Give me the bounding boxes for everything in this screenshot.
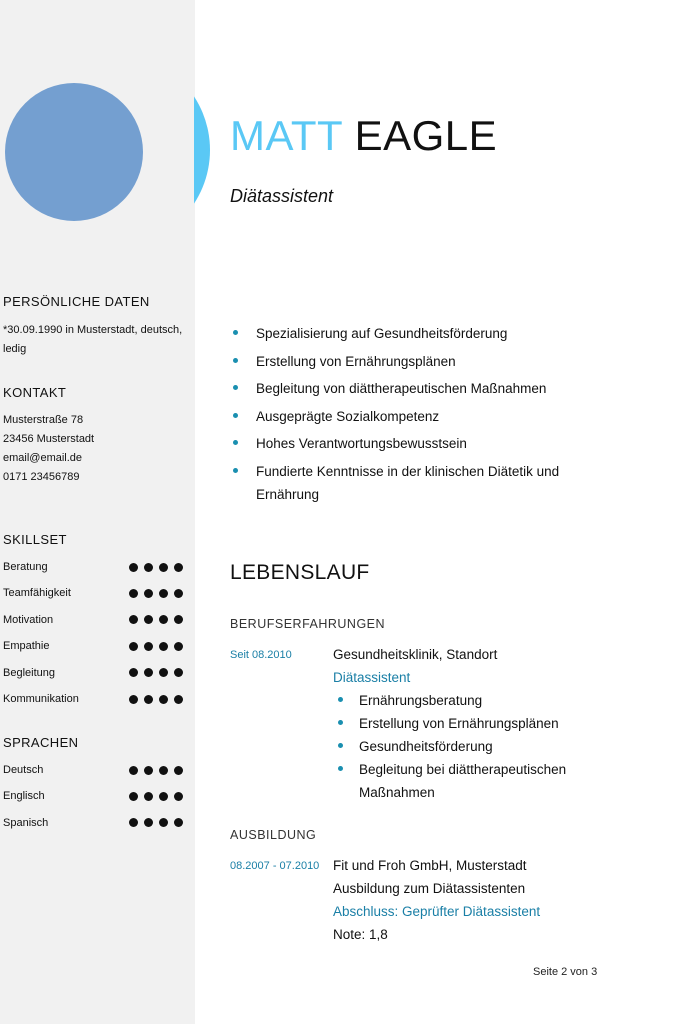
skill-row — [3, 664, 183, 682]
skill-label: Beratung — [3, 561, 48, 573]
bullet-icon — [233, 468, 238, 473]
skill-rating — [129, 664, 183, 682]
skill-row — [3, 558, 183, 576]
education-program: Ausbildung zum Diätassistenten — [333, 881, 526, 896]
rating-dot-icon — [159, 563, 168, 572]
rating-dot-icon — [129, 615, 138, 624]
skill-row — [3, 611, 183, 629]
skill-rating — [129, 787, 183, 805]
rating-dot-icon — [129, 695, 138, 704]
personal-data-line2: ledig — [3, 343, 27, 355]
profile-bullet: Spezialisierung auf Gesundheitsförderung — [230, 322, 650, 345]
skill-label: Motivation — [3, 613, 54, 626]
skill-label: Spanisch — [3, 816, 49, 829]
contact-street: Musterstraße 78 — [3, 414, 84, 426]
rating-dot-icon — [159, 615, 168, 624]
decorative-arc — [194, 52, 212, 248]
first-name: MATT — [230, 112, 343, 159]
experience-task: Erstellung von Ernährungsplänen — [333, 712, 633, 735]
skill-rating — [129, 611, 183, 629]
skill-rating — [129, 584, 183, 602]
skill-rating — [129, 690, 183, 708]
languages-heading: SPRACHEN — [3, 735, 79, 750]
experience-task: Ernährungsberatung — [333, 689, 633, 712]
profile-bullet-list — [230, 322, 650, 510]
rating-dot-icon — [174, 695, 183, 704]
experience-date: Seit 08.2010 — [230, 649, 292, 661]
rating-dot-icon — [159, 642, 168, 651]
bullet-icon — [233, 440, 238, 445]
rating-dot-icon — [129, 589, 138, 598]
skill-row — [3, 814, 183, 832]
rating-dot-icon — [144, 818, 153, 827]
profile-bullet: Erstellung von Ernährungsplänen — [230, 350, 650, 373]
job-title: Diätassistent — [230, 186, 334, 206]
full-name — [230, 112, 497, 160]
bullet-icon — [338, 720, 343, 725]
education-degree: Abschluss: Geprüfter Diätassistent — [333, 904, 541, 919]
contact-city: 23456 Musterstadt — [3, 433, 95, 445]
education-entry — [333, 854, 633, 946]
experience-heading: BERUFSERFAHRUNGEN — [230, 617, 386, 631]
rating-dot-icon — [159, 668, 168, 677]
contact-heading: KONTAKT — [3, 385, 67, 400]
last-name: EAGLE — [354, 112, 498, 159]
rating-dot-icon — [129, 668, 138, 677]
bullet-icon — [338, 766, 343, 771]
rating-dot-icon — [144, 668, 153, 677]
skill-label: Kommunikation — [3, 693, 79, 705]
rating-dot-icon — [159, 792, 168, 801]
rating-dot-icon — [174, 589, 183, 598]
contact-email[interactable]: email@email.de — [3, 452, 83, 464]
rating-dot-icon — [159, 766, 168, 775]
contact-phone: 0171 23456789 — [3, 471, 80, 483]
rating-dot-icon — [174, 642, 183, 651]
skill-rating — [129, 761, 183, 779]
rating-dot-icon — [129, 563, 138, 572]
skill-label: Englisch — [3, 790, 45, 803]
rating-dot-icon — [159, 818, 168, 827]
profile-bullet: Ausgeprägte Sozialkompetenz — [230, 405, 650, 428]
rating-dot-icon — [159, 589, 168, 598]
experience-task: Begleitung bei diättherapeutischen Maßnahmen — [333, 758, 599, 804]
education-date: 08.2007 - 07.2010 — [230, 860, 320, 872]
personal-data-heading: PERSÖNLICHE DATEN — [3, 294, 150, 309]
rating-dot-icon — [144, 615, 153, 624]
personal-data-line1: *30.09.1990 in Musterstadt, deutsch, — [3, 324, 183, 336]
education-grade: Note: 1,8 — [333, 927, 388, 942]
skill-row — [3, 637, 183, 655]
skill-row — [3, 761, 183, 779]
experience-task: Gesundheitsförderung — [333, 735, 633, 758]
rating-dot-icon — [144, 589, 153, 598]
rating-dot-icon — [144, 792, 153, 801]
rating-dot-icon — [174, 615, 183, 624]
skill-label: Deutsch — [3, 764, 44, 776]
bullet-icon — [338, 743, 343, 748]
rating-dot-icon — [129, 792, 138, 801]
skill-row — [3, 690, 183, 708]
skill-rating — [129, 637, 183, 655]
bullet-icon — [233, 413, 238, 418]
skill-rating — [129, 814, 183, 832]
experience-employer: Gesundheitsklinik, Standort — [333, 647, 498, 662]
rating-dot-icon — [144, 766, 153, 775]
skill-label: Teamfähigkeit — [3, 587, 71, 600]
bullet-icon — [233, 385, 238, 390]
skillset-heading: SKILLSET — [3, 532, 67, 547]
bullet-icon — [233, 330, 238, 335]
rating-dot-icon — [129, 766, 138, 775]
experience-position: Diätassistent — [333, 670, 411, 685]
rating-dot-icon — [144, 695, 153, 704]
rating-dot-icon — [174, 792, 183, 801]
profile-bullet: Begleitung von diättherapeutischen Maßnahmen — [230, 377, 650, 400]
rating-dot-icon — [174, 818, 183, 827]
experience-task-list — [333, 689, 633, 804]
education-heading: AUSBILDUNG — [230, 828, 317, 842]
skill-label: Begleitung — [3, 666, 55, 679]
skill-row — [3, 584, 183, 602]
skill-label: Empathie — [3, 640, 50, 653]
rating-dot-icon — [129, 642, 138, 651]
page-number: Seite 2 von 3 — [533, 966, 598, 978]
rating-dot-icon — [144, 563, 153, 572]
experience-entry — [333, 643, 633, 804]
education-institution: Fit und Froh GmbH, Musterstadt — [333, 858, 527, 873]
rating-dot-icon — [174, 766, 183, 775]
profile-photo-placeholder — [5, 83, 143, 221]
bullet-icon — [233, 358, 238, 363]
rating-dot-icon — [144, 642, 153, 651]
skill-row — [3, 787, 183, 805]
rating-dot-icon — [174, 563, 183, 572]
profile-bullet: Fundierte Kenntnisse in der klinischen Diätetik und Ernährung — [230, 460, 596, 506]
cv-heading: LEBENSLAUF — [230, 561, 370, 584]
skill-rating — [129, 558, 183, 576]
profile-bullet: Hohes Verantwortungsbewusstsein — [230, 432, 650, 455]
bullet-icon — [338, 697, 343, 702]
rating-dot-icon — [159, 695, 168, 704]
rating-dot-icon — [174, 668, 183, 677]
rating-dot-icon — [129, 818, 138, 827]
